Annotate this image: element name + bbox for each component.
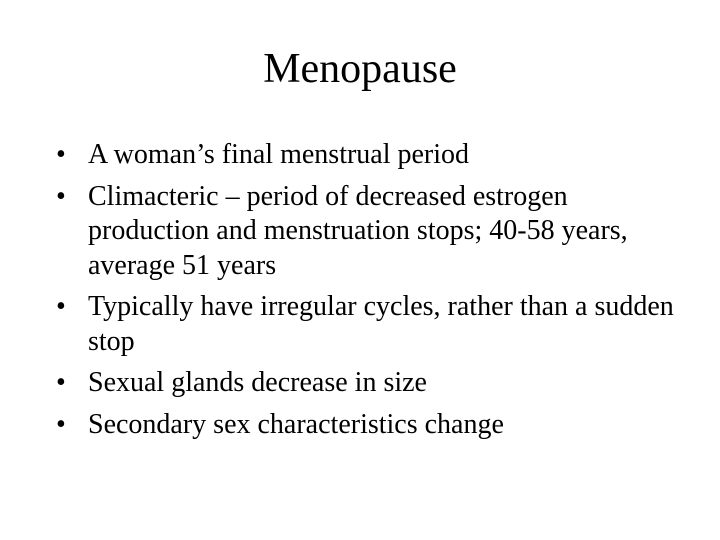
bullet-icon: • bbox=[56, 367, 66, 398]
bullet-item bbox=[54, 180, 684, 284]
bullet-icon: • bbox=[56, 408, 66, 440]
slide-title: Menopause bbox=[263, 46, 457, 92]
bullet-icon: • bbox=[56, 180, 66, 212]
bullet-text: Secondary sex characteristics change bbox=[88, 408, 504, 440]
bullet-item bbox=[54, 290, 684, 359]
bullet-text: Climacteric – period of decreased estrogen production and menstruation stops; 40-58 years, average 51 years bbox=[88, 180, 628, 281]
bullet-icon: • bbox=[56, 139, 66, 170]
bullet-text: A woman’s final menstrual period bbox=[88, 139, 470, 170]
bullet-item bbox=[54, 366, 684, 401]
bullet-icon: • bbox=[56, 291, 66, 322]
bullet-item bbox=[54, 408, 684, 443]
bullet-list bbox=[54, 138, 684, 449]
bullet-item bbox=[54, 138, 684, 173]
bullet-text: Typically have irregular cycles, rather than a sudden stop bbox=[88, 291, 674, 357]
bullet-text: Sexual glands decrease in size bbox=[88, 367, 427, 398]
